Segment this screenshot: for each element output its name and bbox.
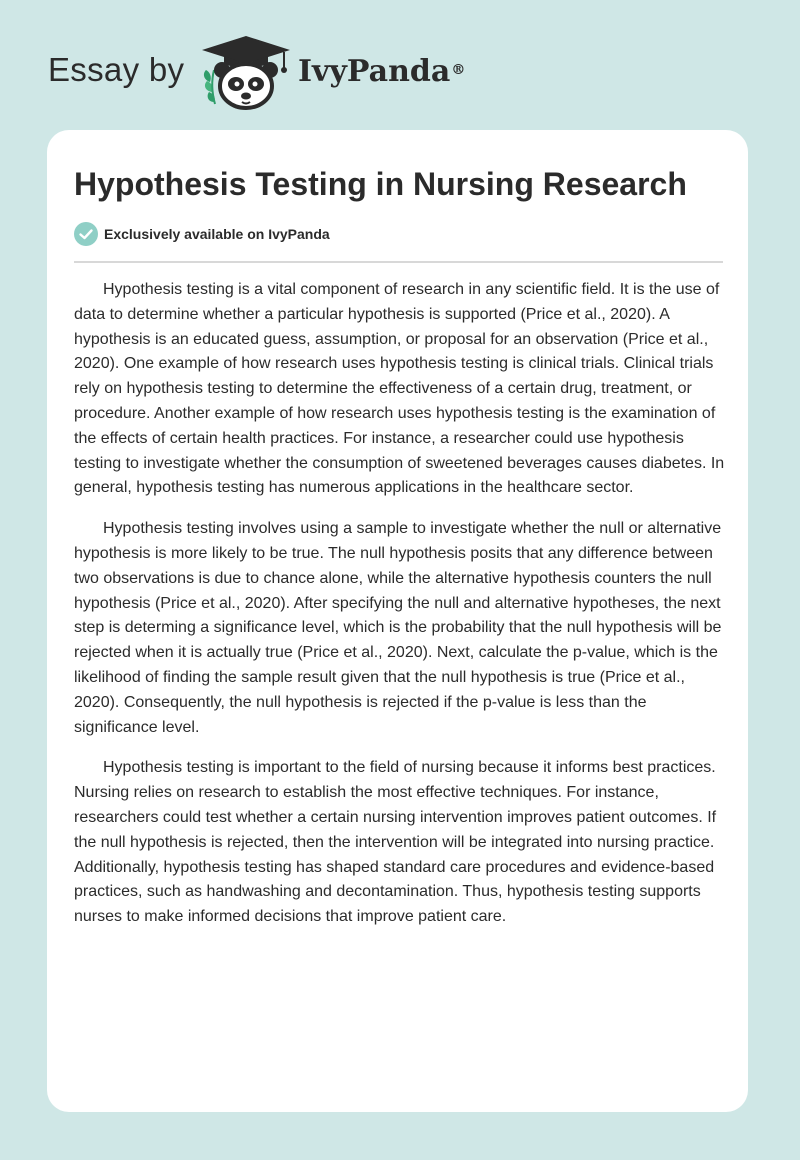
paragraph-2: Hypothesis testing involves using a sample to investigate whether the null or alternative hypothesis is more likely to be true. The null hypothesis posits that any difference between two observations is due to chance alone, while the alternative hypothesis counters the null hypothesis (Price et al., 2020). After specifying the null and alternative hypotheses, the next step is determing a significance level, which is the probability that the null hypothesis will be rejected when it is actually true (Price et al., 2020). Next, calculate the p-value, which is the likelihood of finding the sample result given that the null hypothesis is true (Price et al., 2020). Consequently, the null hypothesis is rejected if the p-value is less than the significance level. bbox=[74, 520, 722, 736]
exclusive-badge-label: Exclusively available on IvyPanda bbox=[104, 226, 330, 242]
divider bbox=[74, 261, 723, 263]
exclusive-badge bbox=[74, 222, 330, 246]
paragraph-1: Hypothesis testing is a vital component of research in any scientific field. It is the use of data to determine whether a particular hypothesis is supported (Price et al., 2020). A hypothesis is an educated guess, assumption, or proposal for an observation (Price et al., 2020). One example of how research uses hypothesis testing is clinical trials. Clinical trials rely on hypothesis testing to determine the effectiveness of a certain drug, treatment, or procedure. Another example of how research uses hypothesis testing is the examination of the effects of certain health practices. For instance, a researcher could use hypothesis testing to investigate whether the consumption of sweetened beverages causes diabetes. In general, hypothesis testing has numerous applications in the healthcare sector. bbox=[74, 281, 725, 497]
brand-name-text: IvyPanda bbox=[298, 54, 451, 89]
essay-card bbox=[47, 130, 748, 1112]
brand-name bbox=[298, 52, 465, 92]
page-title: Hypothesis Testing in Nursing Research bbox=[74, 166, 687, 202]
panda-graduate-icon bbox=[198, 34, 294, 110]
check-circle-icon bbox=[74, 222, 98, 246]
site-header bbox=[0, 0, 800, 130]
registered-mark: ® bbox=[451, 62, 466, 78]
brand-prefix: Essay by bbox=[48, 51, 185, 88]
essay-body bbox=[74, 278, 726, 946]
paragraph-3: Hypothesis testing is important to the field of nursing because it informs best practices. Nursing relies on research to establish the most effective techniques. For instance, researchers could test whether a certain nursing intervention improves patient outcomes. If the null hypothesis is rejected, then the intervention will be integrated into nursing practice. Additionally, hypothesis testing has shaped standard care procedures and evidence-based practices, such as handwashing and decontamination. Thus, hypothesis testing supports nurses to make informed decisions that improve patient care. bbox=[74, 759, 717, 926]
